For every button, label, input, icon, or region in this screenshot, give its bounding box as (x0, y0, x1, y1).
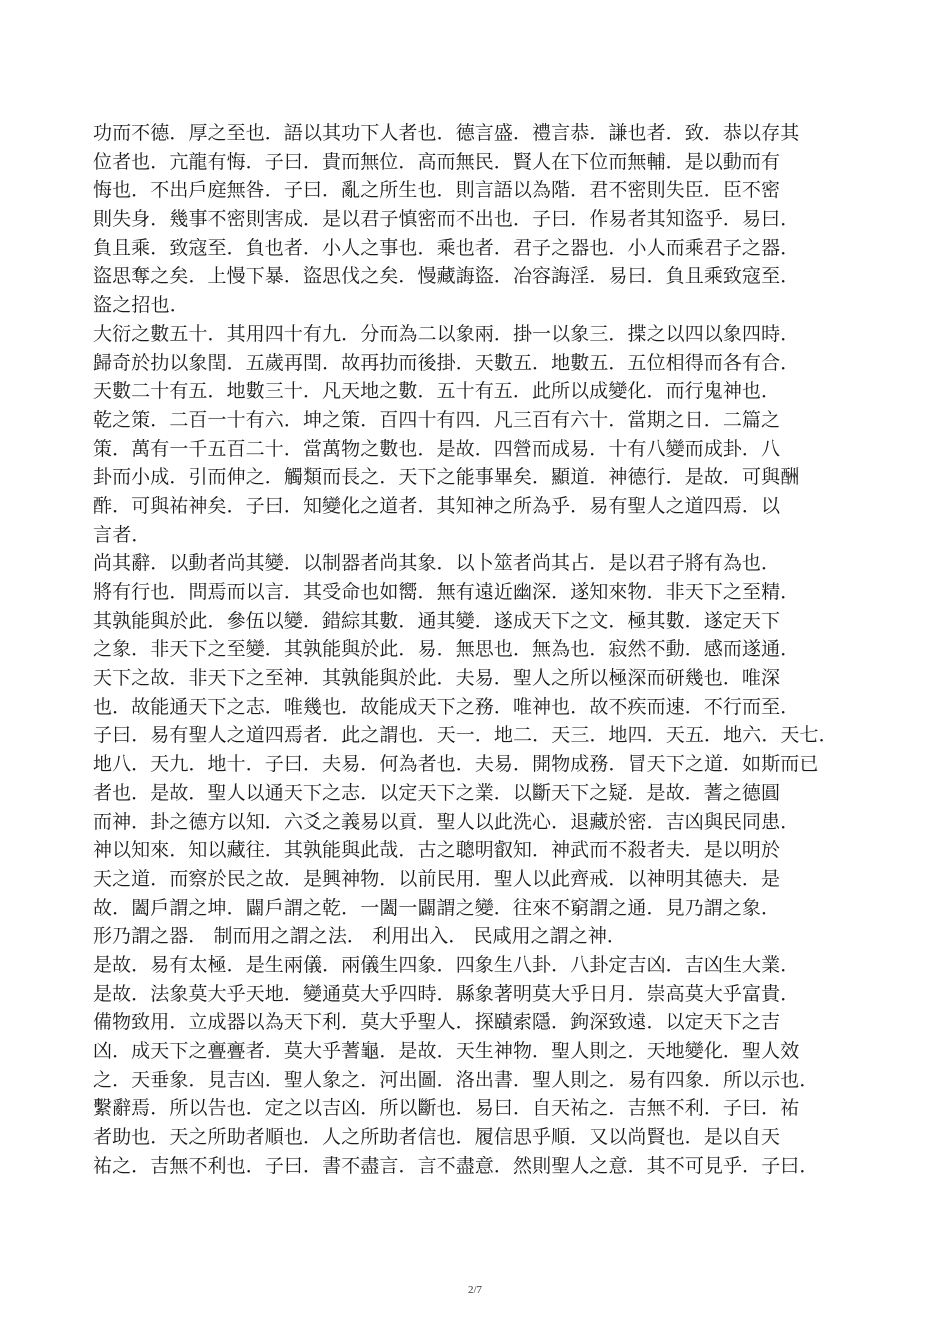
text-line: 神以知來．知以藏往．其孰能與此哉．古之聰明叡知．神武而不殺者夫．是以明於 (93, 839, 781, 862)
text-line: 歸奇於扐以象閏．五歲再閏．故再扐而後掛．天數五．地數五．五位相得而各有合． (93, 351, 800, 374)
text-line: 天之道．而察於民之故．是興神物．以前民用．聖人以此齊戒．以神明其德夫．是 (93, 867, 781, 890)
text-line: 祐之．吉無不利也．子曰．書不盡言．言不盡意．然則聖人之意．其不可見乎．子曰． (93, 1154, 819, 1177)
text-line: 故．闔戶謂之坤．闢戶謂之乾．一闔一闢謂之變．往來不窮謂之通．見乃謂之象． (93, 896, 781, 919)
text-line: 者助也．天之所助者順也．人之所助者信也．履信思乎順．又以尚賢也．是以自天 (93, 1126, 781, 1149)
text-line: 卦而小成．引而伸之．觸類而長之．天下之能事畢矣．顯道．神德行．是故．可與酬 (93, 466, 800, 489)
text-line: 地八．天九．地十．子曰．夫易．何為者也．夫易．開物成務．冒天下之道．如斯而已 (93, 753, 819, 776)
text-line: 則失身．幾事不密則害成．是以君子慎密而不出也．子曰．作易者其知盜乎．易曰． (93, 208, 800, 231)
body-text (93, 119, 873, 1180)
text-line: 位者也．亢龍有悔．子曰．貴而無位．高而無民．賢人在下位而無輔．是以動而有 (93, 150, 781, 173)
text-line: 酢．可與祐神矣．子曰．知變化之道者．其知神之所為乎．易有聖人之道四焉．以 (93, 494, 781, 517)
text-line: 之象．非天下之至變．其孰能與於此．易．無思也．無為也．寂然不動．感而遂通． (93, 638, 800, 661)
text-line: 而神．卦之德方以知．六爻之義易以貢．聖人以此洗心．退藏於密．吉凶與民同患． (93, 810, 800, 833)
page-number: 2/7 (467, 1284, 483, 1296)
text-line: 是故．法象莫大乎天地．變通莫大乎四時．縣象著明莫大乎日月．崇高莫大乎富貴． (93, 982, 800, 1005)
text-line: 備物致用．立成器以為天下利．莫大乎聖人．探賾索隱．鉤深致遠．以定天下之吉 (93, 1011, 781, 1034)
text-line: 負且乘．致寇至．負也者．小人之事也．乘也者．君子之器也．小人而乘君子之器． (93, 236, 800, 259)
text-line: 乾之策．二百一十有六．坤之策．百四十有四．凡三百有六十．當期之日．二篇之 (93, 408, 781, 431)
text-line: 其孰能與於此．參伍以變．錯綜其數．通其變．遂成天下之文．極其數．遂定天下 (93, 609, 781, 632)
text-line: 天數二十有五．地數三十．凡天地之數．五十有五．此所以成變化．而行鬼神也． (93, 380, 781, 403)
text-line: 尚其辭．以動者尚其變．以制器者尚其象．以卜筮者尚其占．是以君子將有為也． (93, 552, 781, 575)
text-line: 之．天垂象．見吉凶．聖人象之．河出圖．洛出書．聖人則之．易有四象．所以示也． (93, 1068, 819, 1091)
text-line: 策．萬有一千五百二十．當萬物之數也．是故．四營而成易．十有八變而成卦．八 (93, 437, 781, 460)
text-line: 盜思奪之矣．上慢下暴．盜思伐之矣．慢藏誨盜．冶容誨淫．易曰．負且乘致寇至． (93, 265, 800, 288)
text-line: 悔也．不出戶庭無咎．子曰．亂之所生也．則言語以為階．君不密則失臣．臣不密 (93, 179, 781, 202)
text-line: 凶．成天下之亹亹者．莫大乎蓍龜．是故．天生神物．聖人則之．天地變化．聖人效 (93, 1040, 800, 1062)
text-line: 將有行也．問焉而以言．其受命也如嚮．無有遠近幽深．遂知來物．非天下之至精． (93, 581, 800, 603)
text-line: 功而不德．厚之至也．語以其功下人者也．德言盛．禮言恭．謙也者．致．恭以存其 (93, 122, 800, 144)
text-line: 者也．是故．聖人以通天下之志．以定天下之業．以斷天下之疑．是故．蓍之德圓 (93, 781, 781, 804)
text-line: 也．故能通天下之志．唯幾也．故能成天下之務．唯神也．故不疾而速．不行而至． (93, 695, 800, 718)
text-line: 形乃謂之器． 制而用之謂之法． 利用出入． 民咸用之謂之神． (93, 925, 626, 948)
text-line: 繫辭焉．所以告也．定之以吉凶．所以斷也．易曰．自天祐之．吉無不利．子曰．祐 (93, 1097, 800, 1120)
text-line: 言者． (93, 523, 151, 546)
text-line: 是故．易有太極．是生兩儀．兩儀生四象．四象生八卦．八卦定吉凶．吉凶生大業． (93, 953, 800, 976)
text-line: 大衍之數五十．其用四十有九．分而為二以象兩．掛一以象三．揲之以四以象四時． (93, 322, 800, 345)
text-line: 盜之招也． (93, 294, 190, 317)
text-line: 子曰．易有聖人之道四焉者．此之謂也．天一．地二．天三．地四．天五．地六．天七． (93, 724, 838, 747)
text-line: 天下之故．非天下之至神．其孰能與於此．夫易．聖人之所以極深而研幾也．唯深 (93, 667, 781, 690)
